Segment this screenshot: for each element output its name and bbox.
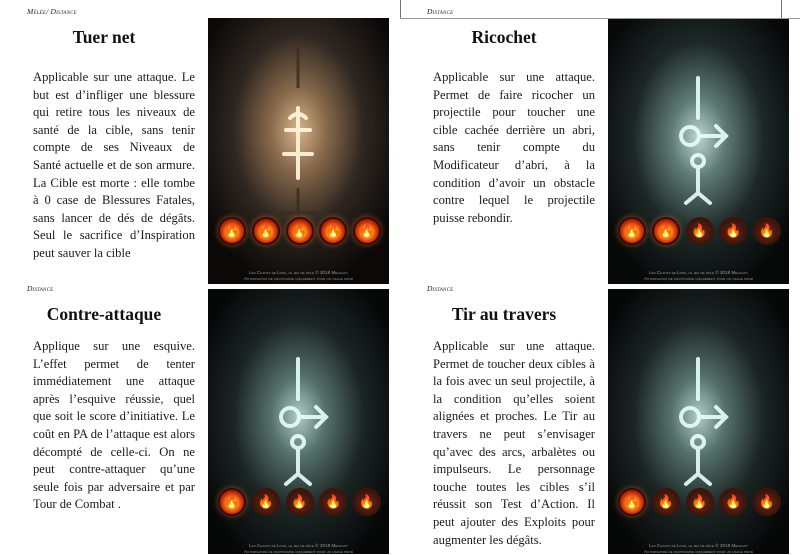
- flame-icon: 🔥: [252, 217, 280, 245]
- card-artwork: [608, 289, 789, 554]
- flame-icon: 🔥: [252, 488, 280, 516]
- card-description: Applicable sur une attaque. Le but est d’infliger une blessure qui retire tous les niveaux de santé de la cible, sans tenir compte de ses Niveaux de Santé actuelle et de son armure. La Cible est morte : elle tombe à 0 case de Blessures Fatales, sans lancer de dés de dégâts. Seul le sacrifice d’Inspiration peut sauver la cible: [33, 70, 195, 260]
- card-artwork: [208, 18, 389, 284]
- flame-icon: 🔥: [618, 217, 646, 245]
- card-title: Tir au travers: [451, 304, 557, 324]
- flame-icon: 🔥: [218, 488, 246, 516]
- card-footer: [608, 543, 789, 555]
- license-line: Autorisation de photocopie uniquement pour un usage privé: [643, 276, 753, 281]
- token-row: [618, 488, 781, 520]
- card-tuer-net: [0, 0, 400, 281]
- flame-icon: 🔥: [753, 488, 781, 516]
- copyright-line: Les Chants de Loss, le jeu de rôle © 2018 Menagot: [649, 543, 748, 548]
- flame-icon: 🔥: [719, 217, 747, 245]
- cut-line: [400, 18, 800, 19]
- flame-icon: 🔥: [286, 217, 314, 245]
- card-footer: [208, 543, 389, 555]
- card-description: Applique sur une esquive. L’effet permet de tenter immédiatement une attaque après l’esquive réussie, quel que soit le score d’initiative. Le coût en PA de l’attaque est alors décompté de celle-ci. On ne peut contre-attaquer qu’une seule fois par adversaire et par Tour de Combat .: [33, 339, 195, 512]
- license-line: Autorisation de photocopie uniquement pour un usage privé: [243, 276, 353, 281]
- token-row: [618, 217, 781, 249]
- flame-icon: 🔥: [286, 488, 314, 516]
- flame-icon: 🔥: [652, 488, 680, 516]
- copyright-line: Les Chants de Loss, le jeu de rôle © 2018 Menagot: [249, 270, 348, 275]
- flame-icon: 🔥: [618, 488, 646, 516]
- card-ricochet: [400, 0, 800, 281]
- card-category: Mêlée/ Distance: [27, 7, 77, 16]
- copyright-line: Les Chants de Loss, le jeu de rôle © 2018 Menagot: [249, 543, 348, 548]
- card-contre-attaque: [0, 277, 400, 554]
- flame-icon: 🔥: [652, 217, 680, 245]
- flame-icon: 🔥: [686, 488, 714, 516]
- flame-icon: 🔥: [753, 217, 781, 245]
- flame-icon: 🔥: [319, 488, 347, 516]
- card-category: Distance: [427, 284, 454, 293]
- cut-mark: [400, 0, 401, 18]
- flame-icon: 🔥: [353, 488, 381, 516]
- card-description: Applicable sur une attaque. Permet de faire ricocher un projectile pour toucher une cible cachée derrière un abri, sans tenir compte du Modificateur d’abri, à la condition d’avoir un obstacle contre lequel le projectile puisse rebondir.: [433, 70, 595, 225]
- card-title: Contre-attaque: [46, 304, 162, 324]
- flame-icon: 🔥: [319, 217, 347, 245]
- flame-icon: 🔥: [686, 217, 714, 245]
- token-row: [218, 217, 381, 249]
- license-line: Autorisation de photocopie uniquement pour un usage privé: [243, 549, 353, 554]
- license-line: Autorisation de photocopie uniquement pour un usage privé: [643, 549, 753, 554]
- card-category: Distance: [427, 7, 454, 16]
- token-row: [218, 488, 381, 520]
- card-tir-au-travers: [400, 277, 800, 554]
- cut-mark: [781, 0, 782, 18]
- card-artwork: [608, 18, 789, 284]
- card-title: Tuer net: [72, 27, 136, 47]
- flame-icon: 🔥: [719, 488, 747, 516]
- card-artwork: [208, 289, 389, 554]
- card-category: Distance: [27, 284, 54, 293]
- flame-icon: 🔥: [353, 217, 381, 245]
- copyright-line: Les Chants de Loss, le jeu de rôle © 2018 Menagot: [649, 270, 748, 275]
- card-description: Applicable sur une attaque. Permet de toucher deux cibles à la fois avec un seul projectile, à la condition qu’elles soient alignées et proches. Le Tir au travers ne peut s’envisager qu’avec des arcs, arbalètes ou impulseurs. Le personnage touche toutes les cibles s’il réussit son Test d’Action. Il peut ajouter des Exploits pour augmenter les dégâts.: [433, 339, 595, 547]
- flame-icon: 🔥: [218, 217, 246, 245]
- card-title: Ricochet: [471, 27, 537, 47]
